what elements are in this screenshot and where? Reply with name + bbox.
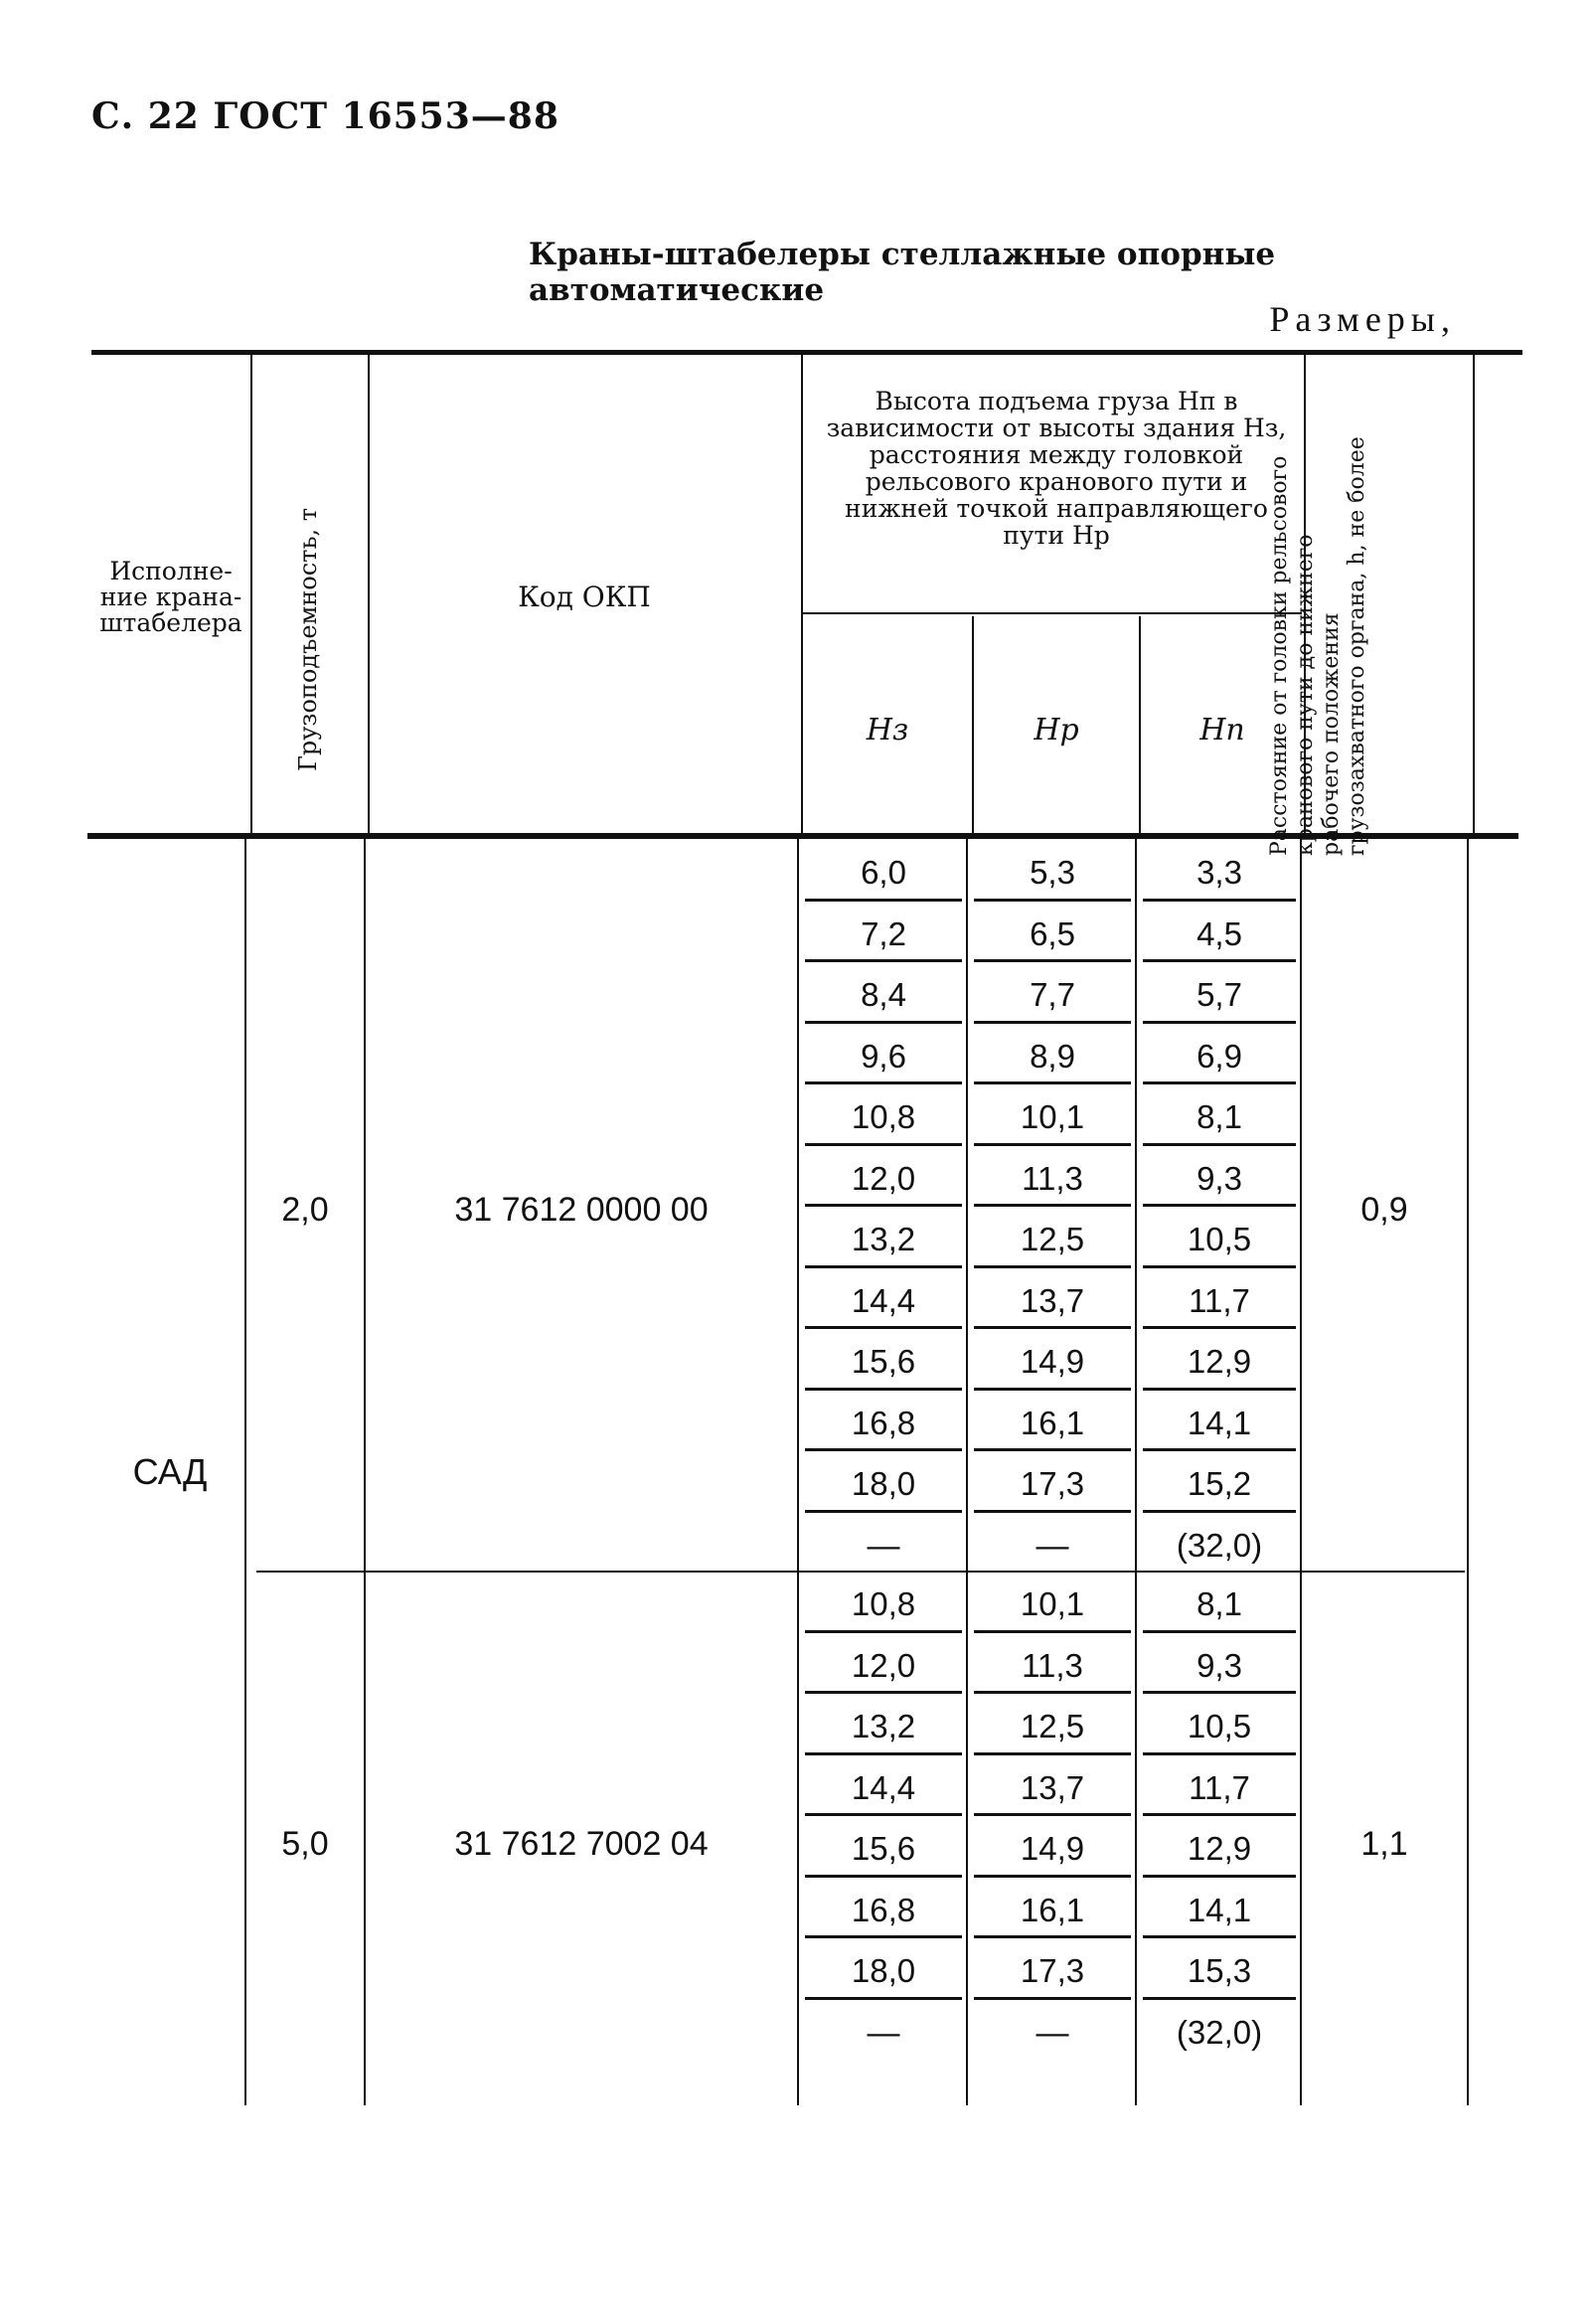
cell-underline xyxy=(1143,1143,1296,1146)
cell-underline xyxy=(805,1997,962,2000)
cell-underline xyxy=(805,1204,962,1207)
cell-hp: 10,5 xyxy=(1187,1708,1252,1744)
cell-hz: 16,8 xyxy=(851,1891,916,1928)
col-distance-header: Расстояние от головки рельсового кранового пути до нижнего рабочего положения грузозахватного органа, h, не более xyxy=(1267,436,1369,856)
col-hr-header: Hр xyxy=(1034,713,1079,747)
group-1-capacity: 2,0 xyxy=(281,1191,329,1229)
cell-hr: 14,9 xyxy=(1020,1830,1085,1867)
cell-underline xyxy=(805,1630,962,1633)
cell-underline xyxy=(1143,1448,1296,1451)
cell-underline xyxy=(974,1875,1131,1878)
cell-underline xyxy=(805,1875,962,1878)
cell-hp: (32,0) xyxy=(1176,2013,1263,2051)
cell-hp: 12,9 xyxy=(1187,1343,1252,1380)
cell-hz: 10,8 xyxy=(851,1585,916,1622)
cell-hr: — xyxy=(1036,1526,1069,1564)
cell-hp: 11,7 xyxy=(1189,1281,1250,1319)
cell-hp: 4,5 xyxy=(1196,914,1242,952)
group-2-okp-code: 31 7612 7002 04 xyxy=(454,1825,709,1863)
cell-hr: 16,1 xyxy=(1020,1891,1085,1928)
cell-underline xyxy=(805,1143,962,1146)
cell-hr: 17,3 xyxy=(1020,1465,1085,1502)
vline-1-body xyxy=(244,839,246,2105)
cell-hp: 9,3 xyxy=(1196,1646,1242,1684)
cell-underline xyxy=(805,1326,962,1329)
cell-hz: — xyxy=(867,2013,900,2051)
cell-underline xyxy=(805,1691,962,1694)
cell-underline xyxy=(974,1265,1131,1268)
cell-underline xyxy=(974,1630,1131,1633)
col-hz-header: Hз xyxy=(866,713,909,747)
cell-underline xyxy=(1143,1935,1296,1938)
cell-hp: 15,3 xyxy=(1187,1952,1252,1989)
cell-underline xyxy=(1143,1081,1296,1084)
cell-hp: 8,1 xyxy=(1196,1098,1242,1135)
cell-underline xyxy=(974,1204,1131,1207)
col-okp-header: Код ОКП xyxy=(518,581,651,613)
cell-hr: 14,9 xyxy=(1020,1343,1085,1380)
cell-underline xyxy=(1143,1388,1296,1391)
col-hp-header: Hп xyxy=(1199,713,1245,747)
cell-underline xyxy=(805,959,962,962)
cell-hp: 5,7 xyxy=(1196,976,1242,1013)
cell-hz: 13,2 xyxy=(851,1708,916,1744)
cell-hr: 12,5 xyxy=(1020,1708,1085,1744)
cell-hp: 15,2 xyxy=(1187,1465,1252,1502)
vline-3-body xyxy=(797,839,799,2105)
cell-hp: 14,1 xyxy=(1187,1404,1252,1441)
cell-underline xyxy=(974,1752,1131,1755)
cell-underline xyxy=(1143,899,1296,902)
cell-underline xyxy=(1143,1326,1296,1329)
cell-hr: 5,3 xyxy=(1030,854,1075,891)
vline-3-head xyxy=(801,355,803,834)
cell-hp: 9,3 xyxy=(1196,1159,1242,1197)
cell-hz: 16,8 xyxy=(851,1404,916,1441)
vline-4-body xyxy=(966,839,968,2105)
units-caption: Размеры, xyxy=(1269,299,1456,339)
cell-hr: 11,3 xyxy=(1022,1159,1083,1197)
vline-2-body xyxy=(364,839,366,2105)
cell-underline xyxy=(974,1510,1131,1513)
cell-underline xyxy=(974,1813,1131,1816)
cell-hr: 7,7 xyxy=(1030,976,1075,1013)
cell-hz: 15,6 xyxy=(851,1343,916,1380)
cell-hz: 9,6 xyxy=(861,1037,906,1075)
cell-underline xyxy=(1143,1752,1296,1755)
cell-underline xyxy=(1143,1691,1296,1694)
cell-underline xyxy=(1143,959,1296,962)
cell-underline xyxy=(805,1265,962,1268)
cell-underline xyxy=(974,1691,1131,1694)
cell-underline xyxy=(1143,1875,1296,1878)
cell-hp: 11,7 xyxy=(1189,1768,1250,1806)
cell-underline xyxy=(805,1081,962,1084)
table-top-rule xyxy=(91,350,1522,355)
cell-underline xyxy=(805,1448,962,1451)
cell-hz: 12,0 xyxy=(851,1646,916,1684)
execution-value: САД xyxy=(132,1451,208,1492)
cell-underline xyxy=(974,959,1131,962)
cell-underline xyxy=(805,1752,962,1755)
cell-underline xyxy=(974,1081,1131,1084)
cell-hz: 13,2 xyxy=(851,1221,916,1257)
cell-hz: 12,0 xyxy=(851,1159,916,1197)
cell-underline xyxy=(974,1143,1131,1146)
cell-underline xyxy=(974,1388,1131,1391)
vline-7-body xyxy=(1467,839,1469,2105)
cell-underline xyxy=(805,1388,962,1391)
col-execution-header: Исполне-ние крана-штабелера xyxy=(99,557,242,637)
vline-5-body xyxy=(1135,839,1137,2105)
cell-hz: 10,8 xyxy=(851,1098,916,1135)
cell-hz: 14,4 xyxy=(851,1768,916,1806)
cell-underline xyxy=(974,1326,1131,1329)
cell-hz: 18,0 xyxy=(851,1952,916,1989)
cell-underline xyxy=(1143,1021,1296,1024)
cell-underline xyxy=(1143,1997,1296,2000)
cell-hr: 17,3 xyxy=(1020,1952,1085,1989)
cell-hp: 6,9 xyxy=(1196,1037,1242,1075)
cell-underline xyxy=(974,1021,1131,1024)
col-capacity-header: Грузоподъемность, т xyxy=(294,507,322,771)
cell-underline xyxy=(1143,1630,1296,1633)
cell-hr: 8,9 xyxy=(1030,1037,1075,1075)
cell-hz: 15,6 xyxy=(851,1830,916,1867)
cell-underline xyxy=(805,1935,962,1938)
cell-hp: (32,0) xyxy=(1176,1526,1263,1564)
cell-hz: 14,4 xyxy=(851,1281,916,1319)
group-2-distance: 1,1 xyxy=(1360,1825,1408,1863)
cell-hr: 6,5 xyxy=(1030,914,1075,952)
cell-hr: 10,1 xyxy=(1020,1098,1085,1135)
cell-hr: 13,7 xyxy=(1020,1768,1085,1806)
cell-underline xyxy=(1143,1204,1296,1207)
cell-hr: 13,7 xyxy=(1020,1281,1085,1319)
cell-underline xyxy=(974,1448,1131,1451)
group-1-okp-code: 31 7612 0000 00 xyxy=(454,1191,709,1229)
cell-underline xyxy=(1143,1813,1296,1816)
vline-1-head xyxy=(250,355,252,834)
cell-underline xyxy=(805,1021,962,1024)
cell-hp: 3,3 xyxy=(1196,854,1242,891)
cell-underline xyxy=(805,899,962,902)
vline-7-head xyxy=(1473,355,1475,834)
col-lift-height-group-header: Высота подъема груза Hп в зависимости от высоты здания Hз, расстояния между головкой рельсового кранового пути и нижней точкой направляющего пути Hр xyxy=(826,387,1287,550)
cell-hr: 11,3 xyxy=(1022,1646,1083,1684)
cell-hp: 10,5 xyxy=(1187,1221,1252,1257)
cell-hz: 7,2 xyxy=(861,914,906,952)
table-title: Краны-штабелеры стеллажные опорные автоматические xyxy=(529,237,1276,308)
cell-hz: 6,0 xyxy=(861,854,906,891)
vline-6-body xyxy=(1300,839,1302,2105)
group-1-distance: 0,9 xyxy=(1360,1191,1408,1229)
cell-underline xyxy=(1143,1265,1296,1268)
cell-hp: 12,9 xyxy=(1187,1830,1252,1867)
cell-hr: 10,1 xyxy=(1020,1585,1085,1622)
page-header: С. 22 ГОСТ 16553—88 xyxy=(91,95,559,137)
cell-hz: 8,4 xyxy=(861,976,906,1013)
cell-underline xyxy=(974,1935,1131,1938)
subheader-rule xyxy=(801,612,1302,614)
cell-hz: 18,0 xyxy=(851,1465,916,1502)
cell-hz: — xyxy=(867,1526,900,1564)
cell-hp: 8,1 xyxy=(1196,1585,1242,1622)
cell-underline xyxy=(1143,1510,1296,1513)
cell-underline xyxy=(805,1510,962,1513)
group-2-capacity: 5,0 xyxy=(281,1825,329,1863)
cell-underline xyxy=(974,1997,1131,2000)
cell-hr: 16,1 xyxy=(1020,1404,1085,1441)
cell-underline xyxy=(974,899,1131,902)
cell-underline xyxy=(805,1813,962,1816)
cell-hr: — xyxy=(1036,2013,1069,2051)
cell-hr: 12,5 xyxy=(1020,1221,1085,1257)
cell-hp: 14,1 xyxy=(1187,1891,1252,1928)
